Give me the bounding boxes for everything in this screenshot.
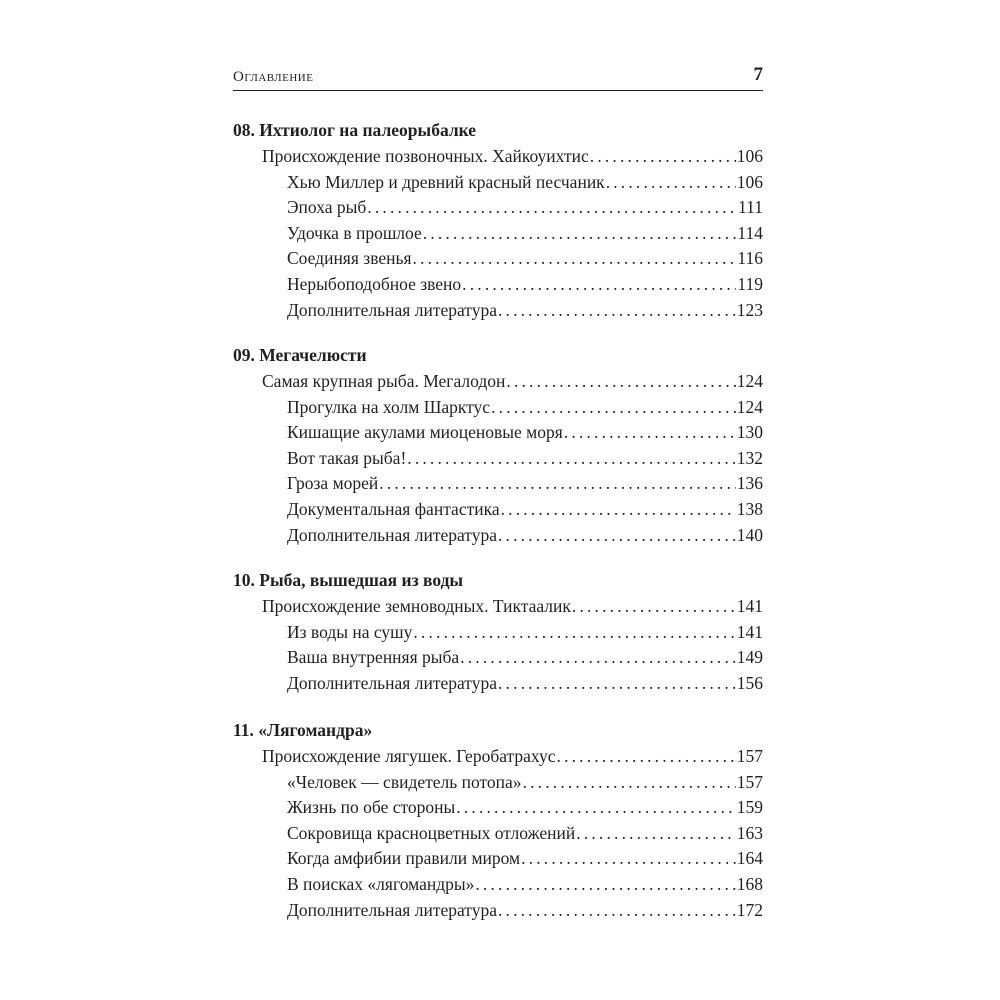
toc-entry [233,645,763,671]
toc-section [233,567,763,696]
toc-entry-page: 168 [736,873,763,894]
toc-entry [233,420,763,446]
dot-leader [557,744,736,770]
dot-leader [521,846,736,872]
toc-entry-page: 157 [736,771,763,792]
toc-entry-page: 116 [737,248,763,269]
toc-entry [233,898,763,924]
toc-entry [233,620,763,646]
toc-entry-title: Прогулка на холм Шарктус [287,396,491,417]
chapter-title: 08. Ихтиолог на палеорыбалке [233,120,477,140]
toc-entry-title: Когда амфибии правили миром [287,848,521,869]
toc-entry [233,744,763,770]
chapter-title: 09. Мегачелюсти [233,345,367,365]
toc-entry [233,170,763,196]
toc-entry-page: 163 [736,822,763,843]
toc-entry-title: Самая крупная рыба. Мегалодон [262,371,506,391]
toc-entry-page: 111 [738,197,763,218]
toc-entry-page: 132 [736,447,763,468]
toc-entry-page: 124 [736,396,763,417]
dot-leader [572,594,736,620]
dot-leader [491,395,736,421]
toc-entry [233,821,763,847]
dot-leader [564,420,736,446]
dot-leader [462,272,736,298]
dot-leader [413,246,737,272]
dot-leader [379,471,735,497]
toc-entry-title: Дополнительная литература [287,299,497,320]
toc-section [233,117,763,323]
toc-entry-title: В поисках «лягомандры» [287,873,475,894]
toc-entry [233,221,763,247]
toc-entry-page: 141 [736,596,763,616]
toc-entry-title: Вот такая рыба! [287,447,407,468]
toc-entry [233,523,763,549]
toc-entry [233,298,763,324]
dot-leader [498,898,736,924]
running-header-title: Оглавление [233,69,314,85]
toc-entry [233,272,763,298]
toc-entry-title: Из воды на сушу [287,621,413,642]
toc-entry [233,497,763,523]
toc-entry-page: 172 [736,899,763,920]
toc-entry [233,395,763,421]
toc-entry [233,144,763,170]
toc-entry-title: Удочка в прошлое [287,222,422,243]
toc-entry-title: Происхождение лягушек. Геробатрахус [262,746,556,766]
toc-entry-title: Происхождение земноводных. Тиктаалик [262,596,571,616]
toc-entry-page: 149 [736,647,763,668]
toc-entry-title: Сокровища красноцветных отложений [287,822,576,843]
toc-entry-title: Дополнительная литература [287,524,497,545]
toc-entry-page: 106 [736,171,763,192]
toc-entry-title: Жизнь по обе стороны [287,797,456,818]
toc-entry-title: Документальная фантастика [287,498,500,519]
toc-entry-page: 164 [736,848,763,869]
toc-entry-page: 140 [736,524,763,545]
toc-entry [233,195,763,221]
dot-leader [475,872,735,898]
dot-leader [367,195,737,221]
running-header [233,64,763,91]
dot-leader [506,369,735,395]
toc-entry [233,872,763,898]
toc-entry-title: Нерыбоподобное звено [287,273,462,294]
dot-leader [407,446,735,472]
dot-leader [413,620,735,646]
dot-leader [460,645,736,671]
dot-leader [423,221,737,247]
toc-entry-page: 138 [736,498,763,519]
toc-entry [233,846,763,872]
toc-entry-page: 119 [737,273,763,294]
chapter-title: 11. «Лягомандра» [233,720,373,740]
toc-entry [233,594,763,620]
dot-leader [501,497,736,523]
toc-entry-page: 123 [736,299,763,320]
toc-entry [233,246,763,272]
toc-section [233,342,763,548]
toc-entry-title: Дополнительная литература [287,672,497,693]
toc-entry [233,471,763,497]
toc-entry [233,446,763,472]
toc-entry-page: 124 [736,371,763,391]
toc-entry-title: Дополнительная литература [287,899,497,920]
dot-leader [606,170,736,196]
toc-entry [233,795,763,821]
dot-leader [576,821,735,847]
toc-entry-page: 106 [736,146,763,166]
toc-entry-page: 156 [736,672,763,693]
dot-leader [523,770,736,796]
toc-entry [233,770,763,796]
toc-entry-title: Кишащие акулами миоценовые моря [287,422,563,443]
toc-entry-title: Соединяя звенья [287,248,412,269]
toc-entry-page: 130 [736,422,763,443]
toc-entry [233,369,763,395]
toc-entry-page: 136 [736,473,763,494]
dot-leader [590,144,736,170]
toc-entry [233,671,763,697]
toc-entry-title: «Человек — свидетель потопа» [287,771,522,792]
dot-leader [456,795,735,821]
toc-entry-title: Эпоха рыб [287,197,367,218]
dot-leader [498,298,736,324]
toc-entry-title: Гроза морей [287,473,379,494]
toc-section [233,717,763,923]
toc-entry-title: Происхождение позвоночных. Хайкоуихтис [262,146,589,166]
dot-leader [498,523,736,549]
toc-entry-title: Хью Миллер и древний красный песчаник [287,171,605,192]
toc-entry-title: Ваша внутренняя рыба [287,647,460,668]
toc-entry-page: 114 [737,222,763,243]
page-number: 7 [753,64,763,85]
dot-leader [498,671,736,697]
toc-entry-page: 159 [736,797,763,818]
toc-entry-page: 157 [736,746,763,766]
toc-entry-page: 141 [736,621,763,642]
chapter-title: 10. Рыба, вышедшая из воды [233,570,464,590]
